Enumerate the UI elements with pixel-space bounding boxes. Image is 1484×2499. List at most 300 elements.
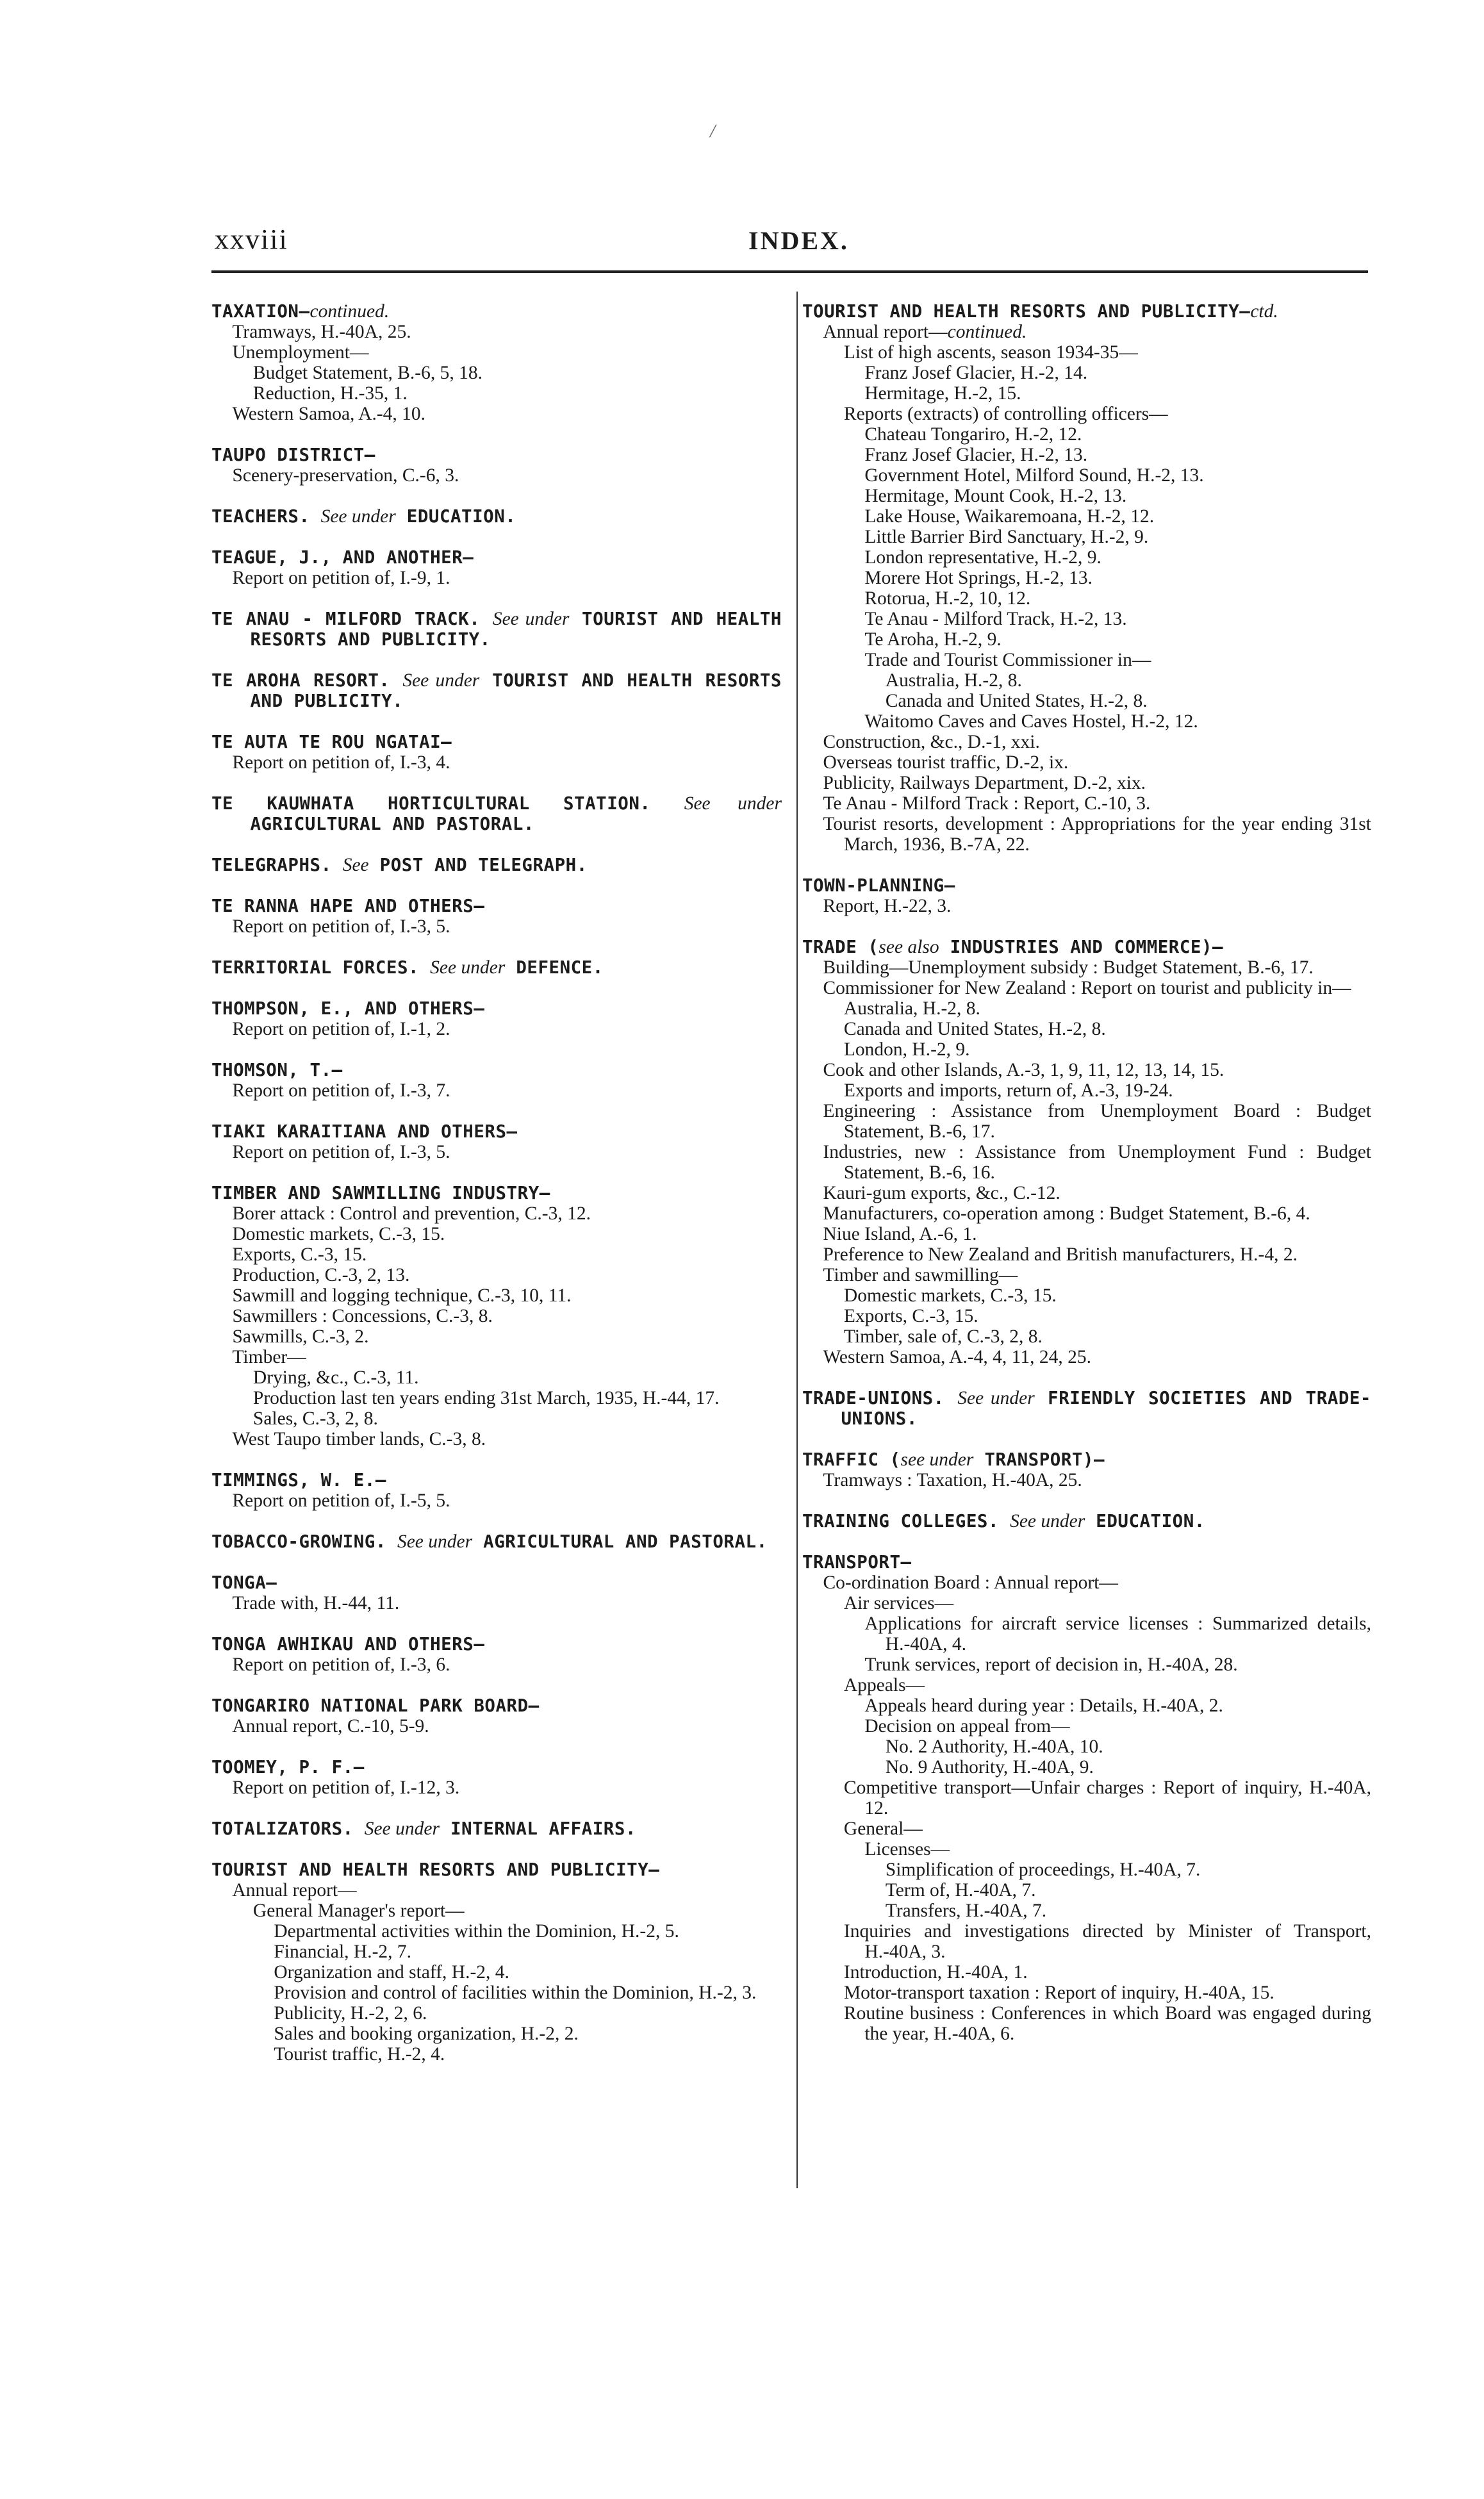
entry-subline <box>211 1429 782 1449</box>
entry-subline <box>802 1080 1371 1101</box>
subline-text: Canada and United States, H.-2, 8. <box>885 691 1148 711</box>
entry-heading <box>211 445 782 465</box>
heading-text: DEFENCE. <box>505 957 604 978</box>
subline-text: Sales, C.-3, 2, 8. <box>252 1408 378 1429</box>
entry-subline <box>211 916 782 937</box>
subline-text: Preference to New Zealand and British manufacturers, H.-4, 2. <box>823 1244 1298 1265</box>
heading-text: TERRITORIAL FORCES. <box>211 957 431 978</box>
entry-subline <box>802 1039 1371 1060</box>
heading-italic-text: See under <box>1010 1511 1085 1531</box>
entry-subline <box>211 1326 782 1347</box>
heading-text: THOMSON, T.— <box>211 1060 343 1080</box>
subline-text: Departmental activities within the Dominion, H.-2, 5. <box>274 1921 679 1942</box>
index-entry <box>211 1531 782 1552</box>
entry-subline <box>802 1860 1371 1880</box>
entry-subline <box>802 773 1371 793</box>
subline-text: Report on petition of, I.-3, 5. <box>232 1142 450 1162</box>
subline-text: Morere Hot Springs, H.-2, 13. <box>864 568 1092 588</box>
heading-text: TIMMINGS, W. E.— <box>211 1470 386 1490</box>
subline-text: Exports, C.-3, 15. <box>232 1244 367 1265</box>
subline-text: Kauri-gum exports, &c., C.-12. <box>823 1183 1060 1203</box>
subline-text: Report on petition of, I.-3, 6. <box>232 1654 450 1675</box>
index-entry <box>802 875 1371 916</box>
entry-subline <box>211 1203 782 1224</box>
index-entry <box>211 670 782 711</box>
entry-subline <box>802 1716 1371 1736</box>
heading-text: TEACHERS. <box>211 506 321 527</box>
subline-text: Budget Statement, B.-6, 5, 18. <box>252 363 482 383</box>
subline-text: Provision and control of facilities within the Dominion, H.-2, 3. <box>274 1983 757 2003</box>
stray-mark: / <box>710 120 716 142</box>
entry-subline <box>802 1654 1371 1675</box>
subline-text: Niue Island, A.-6, 1. <box>823 1224 977 1244</box>
entry-subline <box>802 1572 1371 1593</box>
index-entry <box>211 445 782 486</box>
entry-subline <box>211 1306 782 1326</box>
subline-text: Australia, H.-2, 8. <box>885 670 1022 691</box>
entry-subline <box>211 363 782 383</box>
subline-text: Tourist resorts, development : Appropriations for the year ending 31st March, 1936, B.-7A, 22. <box>823 814 1371 855</box>
heading-text: TOWN-PLANNING— <box>802 875 955 896</box>
heading-text: INDUSTRIES AND COMMERCE)— <box>939 937 1224 957</box>
entry-subline <box>802 1203 1371 1224</box>
subline-text: Waitomo Caves and Caves Hostel, H.-2, 12. <box>864 711 1198 732</box>
subline-text: Appeals— <box>843 1675 925 1695</box>
entry-subline <box>802 363 1371 383</box>
heading-text: TE AUTA TE ROU NGATAI— <box>211 732 452 752</box>
heading-text: TELEGRAPHS. <box>211 855 343 875</box>
subline-text: Production last ten years ending 31st March, 1935, H.-44, 17. <box>252 1388 720 1408</box>
heading-italic-text: See under <box>957 1388 1035 1408</box>
subline-text: Hermitage, Mount Cook, H.-2, 13. <box>864 486 1127 506</box>
index-entry <box>802 1449 1371 1490</box>
subline-text: Applications for aircraft service licenses : Summarized details, H.-40A, 4. <box>864 1613 1371 1654</box>
heading-text: AGRICULTURAL AND PASTORAL. <box>250 814 534 834</box>
index-entry <box>211 1183 782 1449</box>
entry-subline <box>802 1880 1371 1901</box>
subline-text: Domestic markets, C.-3, 15. <box>843 1285 1057 1306</box>
subline-text: Air services— <box>843 1593 954 1613</box>
entry-subline <box>802 1757 1371 1777</box>
subline-text: Report on petition of, I.-5, 5. <box>232 1490 450 1511</box>
entry-subline <box>211 1224 782 1244</box>
entry-subline <box>211 1942 782 1962</box>
entry-subline <box>802 896 1371 916</box>
index-entry <box>802 1388 1371 1429</box>
subline-text: Publicity, H.-2, 2, 6. <box>274 2003 427 2024</box>
heading-text: TOURIST AND HEALTH RESORTS AND PUBLICITY. <box>250 670 782 711</box>
subline-text: Manufacturers, co-operation among : Budget Statement, B.-6, 4. <box>823 1203 1310 1224</box>
entry-subline <box>802 506 1371 527</box>
entry-subline <box>802 1347 1371 1367</box>
heading-italic-text: See under <box>492 609 570 629</box>
index-entry <box>211 1695 782 1736</box>
entry-subline <box>211 568 782 588</box>
subline-text: Construction, &c., D.-1, xxi. <box>823 732 1040 752</box>
entry-heading <box>211 301 782 322</box>
subline-text: Report on petition of, I.-9, 1. <box>232 568 450 588</box>
subline-text: Te Anau - Milford Track, H.-2, 13. <box>864 609 1127 629</box>
entry-heading <box>211 1572 782 1593</box>
entry-heading <box>211 506 782 527</box>
index-entry <box>211 998 782 1039</box>
heading-text: TIAKI KARAITIANA AND OTHERS— <box>211 1121 518 1142</box>
subline-text: Competitive transport—Unfair charges : Report of inquiry, H.-40A, 12. <box>843 1777 1371 1819</box>
heading-text: TE ANAU - MILFORD TRACK. <box>211 609 493 629</box>
subline-text: Te Aroha, H.-2, 9. <box>864 629 1002 650</box>
heading-text: TE RANNA HAPE AND OTHERS— <box>211 896 485 916</box>
heading-text: TRADE ( <box>802 937 879 957</box>
heading-text: TOURIST AND HEALTH RESORTS AND PUBLICITY— <box>211 1860 660 1880</box>
subline-text: Report on petition of, I.-3, 7. <box>232 1080 450 1101</box>
heading-text: FRIENDLY SOCIETIES AND TRADE-UNIONS. <box>841 1388 1371 1429</box>
entry-subline <box>802 1921 1371 1962</box>
entry-subline <box>802 1470 1371 1490</box>
entry-subline <box>211 1880 782 1901</box>
subline-text: Inquiries and investigations directed by Minister of Transport, H.-40A, 3. <box>843 1921 1371 1962</box>
entry-subline <box>802 1101 1371 1142</box>
entry-subline <box>802 383 1371 404</box>
entry-subline <box>802 1675 1371 1695</box>
heading-text: TRANSPORT)— <box>973 1449 1105 1470</box>
subline-text: Exports, C.-3, 15. <box>843 1306 978 1326</box>
subline-text: Unemployment— <box>232 342 369 363</box>
subline-text: Sawmillers : Concessions, C.-3, 8. <box>232 1306 493 1326</box>
entry-subline <box>802 342 1371 363</box>
entry-heading <box>802 937 1371 957</box>
heading-italic-text: see also <box>878 937 939 957</box>
subline-text: Building—Unemployment subsidy : Budget Statement, B.-6, 17. <box>823 957 1314 978</box>
entry-subline <box>211 1983 782 2003</box>
subline-text: Report on petition of, I.-3, 5. <box>232 916 450 937</box>
entry-subline <box>802 629 1371 650</box>
subline-suffix: continued. <box>947 322 1027 342</box>
entry-subline <box>802 1593 1371 1613</box>
subline-text: Western Samoa, A.-4, 10. <box>232 404 426 424</box>
subline-text: Australia, H.-2, 8. <box>843 998 980 1019</box>
index-entry <box>211 957 782 978</box>
entry-subline <box>211 1490 782 1511</box>
entry-subline <box>211 1142 782 1162</box>
heading-text: TRAFFIC ( <box>802 1449 901 1470</box>
index-entry <box>211 793 782 834</box>
subline-text: Transfers, H.-40A, 7. <box>885 1901 1047 1921</box>
heading-text: POST AND TELEGRAPH. <box>368 855 588 875</box>
entry-heading <box>802 875 1371 896</box>
page-title: INDEX. <box>748 226 849 255</box>
entry-subline <box>802 547 1371 568</box>
heading-italic-text: See under <box>397 1531 473 1552</box>
subline-text: Routine business : Conferences in which Board was engaged during the year, H.-40A, 6. <box>843 2003 1371 2044</box>
index-entry <box>211 506 782 527</box>
entry-subline <box>211 1921 782 1942</box>
entry-subline <box>802 424 1371 445</box>
subline-text: Tramways : Taxation, H.-40A, 25. <box>823 1470 1082 1490</box>
index-entry <box>802 1511 1371 1531</box>
entry-subline <box>211 1019 782 1039</box>
entry-subline <box>211 1716 782 1736</box>
entry-subline <box>802 1695 1371 1716</box>
index-entry <box>211 1060 782 1101</box>
entry-subline <box>802 1306 1371 1326</box>
heading-text: EDUCATION. <box>1085 1511 1205 1531</box>
entry-subline <box>802 1244 1371 1265</box>
heading-text: TE AROHA RESORT. <box>211 670 403 691</box>
subline-text: Hermitage, H.-2, 15. <box>864 383 1021 404</box>
entry-subline <box>211 322 782 342</box>
subline-text: Introduction, H.-40A, 1. <box>843 1962 1028 1983</box>
subline-text: Government Hotel, Milford Sound, H.-2, 13. <box>864 465 1204 486</box>
heading-italic-text: see under <box>900 1449 974 1470</box>
entry-heading <box>802 1449 1371 1470</box>
entry-heading <box>211 957 782 978</box>
subline-text: London, H.-2, 9. <box>843 1039 970 1060</box>
entry-subline <box>802 2003 1371 2044</box>
entry-subline <box>802 1224 1371 1244</box>
subline-text: Cook and other Islands, A.-3, 1, 9, 11, 12, 13, 14, 15. <box>823 1060 1224 1080</box>
index-entry <box>211 1634 782 1675</box>
subline-text: Trade with, H.-44, 11. <box>232 1593 400 1613</box>
entry-heading <box>211 609 782 650</box>
subline-text: Chateau Tongariro, H.-2, 12. <box>864 424 1082 445</box>
subline-text: Sawmill and logging technique, C.-3, 10, 11. <box>232 1285 572 1306</box>
subline-text: Reports (extracts) of controlling officers— <box>843 404 1168 424</box>
subline-text: Publicity, Railways Department, D.-2, xix. <box>823 773 1146 793</box>
heading-italic-text: ctd. <box>1250 301 1278 322</box>
subline-text: West Taupo timber lands, C.-3, 8. <box>232 1429 486 1449</box>
subline-text: General— <box>843 1819 923 1839</box>
subline-text: Report, H.-22, 3. <box>823 896 952 916</box>
entry-heading <box>211 998 782 1019</box>
subline-text: Motor-transport taxation : Report of inquiry, H.-40A, 15. <box>843 1983 1274 2003</box>
entry-subline <box>211 383 782 404</box>
entry-subline <box>802 978 1371 998</box>
subline-text: Trunk services, report of decision in, H.-40A, 28. <box>864 1654 1238 1675</box>
subline-text: Annual report— <box>823 322 948 342</box>
entry-subline <box>802 486 1371 506</box>
subline-text: Financial, H.-2, 7. <box>274 1942 412 1962</box>
entry-subline <box>802 588 1371 609</box>
heading-text: TOURIST AND HEALTH RESORTS AND PUBLICITY. <box>250 609 782 650</box>
entry-heading <box>211 1183 782 1203</box>
index-entry <box>802 301 1371 855</box>
subline-text: Franz Josef Glacier, H.-2, 13. <box>864 445 1088 465</box>
header-rule <box>211 270 1368 273</box>
entry-subline <box>802 1326 1371 1347</box>
entry-subline <box>211 1244 782 1265</box>
heading-text: TRADE-UNIONS. <box>802 1388 958 1408</box>
heading-text: TAUPO DISTRICT— <box>211 445 375 465</box>
subline-text: Trade and Tourist Commissioner in— <box>864 650 1151 670</box>
heading-text: AGRICULTURAL AND PASTORAL. <box>472 1531 768 1552</box>
entry-subline <box>802 998 1371 1019</box>
heading-italic-text: See under <box>320 506 396 527</box>
heading-italic-text: See under <box>364 1819 440 1839</box>
entry-subline <box>802 527 1371 547</box>
entry-subline <box>802 1983 1371 2003</box>
heading-italic-text: See under <box>684 793 782 814</box>
entry-subline <box>802 957 1371 978</box>
subline-text: Appeals heard during year : Details, H.-40A, 2. <box>864 1695 1223 1716</box>
entry-heading <box>211 1470 782 1490</box>
subline-text: Simplification of proceedings, H.-40A, 7. <box>885 1860 1201 1880</box>
subline-text: Sawmills, C.-3, 2. <box>232 1326 369 1347</box>
entry-heading <box>211 1121 782 1142</box>
entry-subline <box>211 342 782 363</box>
entry-subline <box>802 465 1371 486</box>
subline-text: Report on petition of, I.-1, 2. <box>232 1019 450 1039</box>
subline-text: Report on petition of, I.-3, 4. <box>232 752 450 773</box>
entry-subline <box>802 609 1371 629</box>
subline-text: Decision on appeal from— <box>864 1716 1070 1736</box>
subline-text: Domestic markets, C.-3, 15. <box>232 1224 445 1244</box>
entry-subline <box>211 1080 782 1101</box>
entry-subline <box>802 568 1371 588</box>
heading-text: TOOMEY, P. F.— <box>211 1757 365 1777</box>
entry-subline <box>802 752 1371 773</box>
index-entry <box>211 1860 782 2065</box>
subline-text: Sales and booking organization, H.-2, 2. <box>274 2024 579 2044</box>
entry-subline <box>211 2003 782 2024</box>
entry-subline <box>211 1265 782 1285</box>
heading-text: THOMPSON, E., AND OTHERS— <box>211 998 485 1019</box>
entry-subline <box>802 404 1371 424</box>
entry-subline <box>802 1736 1371 1757</box>
subline-text: Scenery-preservation, C.-6, 3. <box>232 465 459 486</box>
entry-subline <box>802 1183 1371 1203</box>
index-entry <box>211 896 782 937</box>
subline-text: Western Samoa, A.-4, 4, 11, 24, 25. <box>823 1347 1091 1367</box>
entry-subline <box>211 1962 782 1983</box>
subline-text: Engineering : Assistance from Unemployment Board : Budget Statement, B.-6, 17. <box>823 1101 1371 1142</box>
index-entry <box>211 1121 782 1162</box>
entry-subline <box>802 1839 1371 1860</box>
entry-heading <box>211 732 782 752</box>
entry-subline <box>802 1962 1371 1983</box>
heading-text: EDUCATION. <box>395 506 516 527</box>
entry-subline <box>802 1019 1371 1039</box>
entry-subline <box>802 1901 1371 1921</box>
left-column <box>211 301 782 2085</box>
subline-text: Commissioner for New Zealand : Report on tourist and publicity in— <box>823 978 1351 998</box>
subline-text: Licenses— <box>864 1839 950 1860</box>
entry-subline <box>211 1777 782 1798</box>
subline-text: Industries, new : Assistance from Unemployment Fund : Budget Statement, B.-6, 16. <box>823 1142 1371 1183</box>
heading-text: TONGA— <box>211 1572 277 1593</box>
subline-text: Annual report— <box>232 1880 357 1901</box>
entry-subline <box>802 1285 1371 1306</box>
subline-text: Co-ordination Board : Annual report— <box>823 1572 1118 1593</box>
heading-text: TIMBER AND SAWMILLING INDUSTRY— <box>211 1183 550 1203</box>
heading-text: TONGA AWHIKAU AND OTHERS— <box>211 1634 485 1654</box>
heading-text: INTERNAL AFFAIRS. <box>439 1819 636 1839</box>
entry-subline <box>802 691 1371 711</box>
heading-text: TAXATION— <box>211 301 310 322</box>
subline-text: List of high ascents, season 1934-35— <box>843 342 1138 363</box>
column-divider <box>796 292 798 2188</box>
heading-italic-text: See <box>342 855 369 875</box>
index-entry <box>211 1470 782 1511</box>
entry-subline <box>802 322 1371 342</box>
subline-text: Rotorua, H.-2, 10, 12. <box>864 588 1031 609</box>
entry-heading <box>211 1060 782 1080</box>
entry-subline <box>211 1388 782 1408</box>
subline-text: Little Barrier Bird Sanctuary, H.-2, 9. <box>864 527 1149 547</box>
heading-text: TOBACCO-GROWING. <box>211 1531 397 1552</box>
subline-text: No. 2 Authority, H.-40A, 10. <box>885 1736 1103 1757</box>
entry-subline <box>802 1060 1371 1080</box>
entry-subline <box>211 1593 782 1613</box>
index-entry <box>211 609 782 650</box>
entry-subline <box>211 752 782 773</box>
subline-text: Tramways, H.-40A, 25. <box>232 322 411 342</box>
entry-heading <box>211 670 782 711</box>
heading-text: TRAINING COLLEGES. <box>802 1511 1010 1531</box>
subline-text: Overseas tourist traffic, D.-2, ix. <box>823 752 1069 773</box>
entry-subline <box>802 1613 1371 1654</box>
subline-text: Timber— <box>232 1347 306 1367</box>
entry-subline <box>211 2024 782 2044</box>
index-entry <box>211 547 782 588</box>
entry-subline <box>802 793 1371 814</box>
heading-text: TRANSPORT— <box>802 1552 912 1572</box>
entry-heading <box>211 793 782 834</box>
index-entry <box>211 732 782 773</box>
subline-text: Reduction, H.-35, 1. <box>252 383 408 404</box>
subline-text: Lake House, Waikaremoana, H.-2, 12. <box>864 506 1155 527</box>
index-entry <box>211 1819 782 1839</box>
entry-subline <box>211 465 782 486</box>
subline-text: Exports and imports, return of, A.-3, 19-24. <box>843 1080 1173 1101</box>
entry-heading <box>211 1860 782 1880</box>
index-entry <box>211 1757 782 1798</box>
index-entry <box>211 1572 782 1613</box>
entry-subline <box>802 445 1371 465</box>
entry-subline <box>802 1265 1371 1285</box>
entry-heading <box>211 547 782 568</box>
entry-subline <box>802 1777 1371 1819</box>
subline-text: Franz Josef Glacier, H.-2, 14. <box>864 363 1088 383</box>
entry-subline <box>802 711 1371 732</box>
entry-subline <box>211 1654 782 1675</box>
entry-subline <box>211 1367 782 1388</box>
subline-text: General Manager's report— <box>252 1901 465 1921</box>
entry-subline <box>802 1142 1371 1183</box>
subline-text: Canada and United States, H.-2, 8. <box>843 1019 1106 1039</box>
heading-text: TEAGUE, J., AND ANOTHER— <box>211 547 474 568</box>
heading-italic-text: continued. <box>309 301 390 322</box>
entry-heading <box>802 1511 1371 1531</box>
index-entry <box>802 1552 1371 2044</box>
entry-heading <box>211 1634 782 1654</box>
entry-subline <box>211 1901 782 1921</box>
entry-heading <box>802 301 1371 322</box>
page-number: xxviii <box>215 224 288 255</box>
entry-heading <box>211 1819 782 1839</box>
entry-heading <box>211 1757 782 1777</box>
entry-heading <box>211 1695 782 1716</box>
subline-text: Organization and staff, H.-2, 4. <box>274 1962 509 1983</box>
subline-text: Annual report, C.-10, 5-9. <box>232 1716 429 1736</box>
entry-subline <box>802 1819 1371 1839</box>
entry-subline <box>802 814 1371 855</box>
entry-heading <box>802 1388 1371 1429</box>
entry-heading <box>802 1552 1371 1572</box>
subline-text: Tourist traffic, H.-2, 4. <box>274 2044 445 2065</box>
entry-subline <box>211 1347 782 1367</box>
subline-text: Borer attack : Control and prevention, C.-3, 12. <box>232 1203 591 1224</box>
entry-subline <box>802 650 1371 670</box>
